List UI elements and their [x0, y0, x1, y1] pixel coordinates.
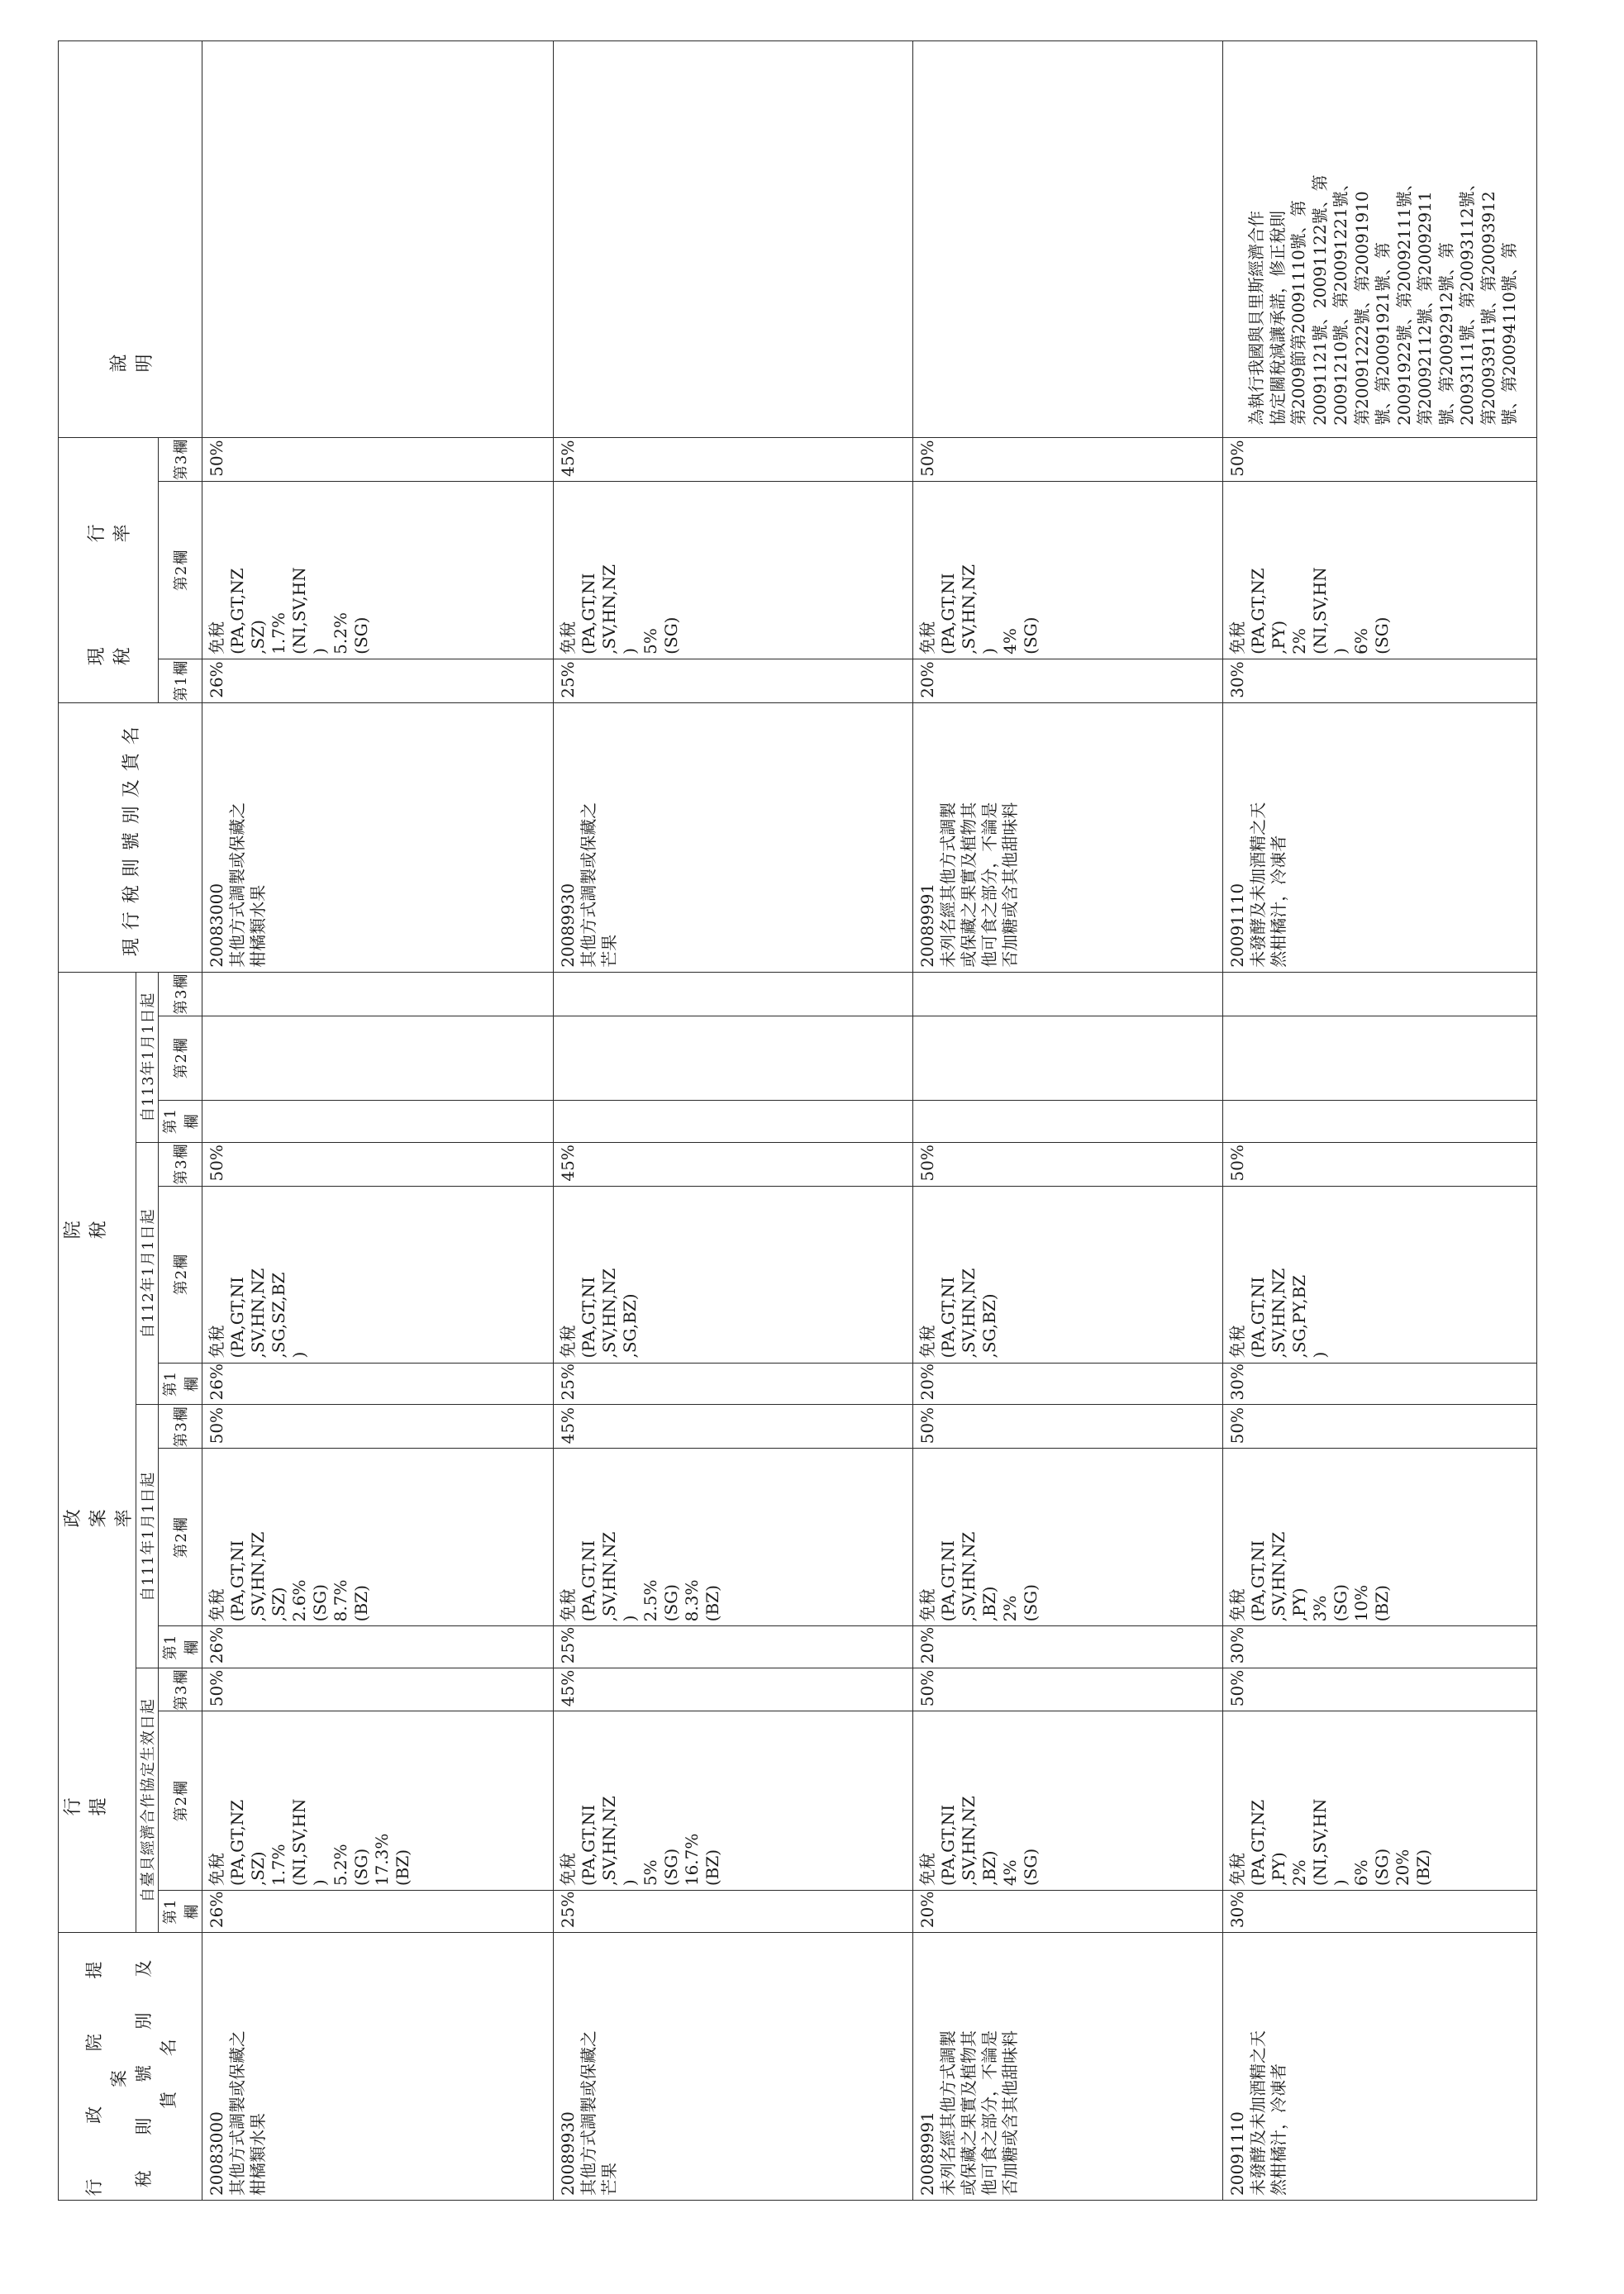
- item-line: 或保藏之果實及植物其: [959, 802, 979, 968]
- item-line: 或保藏之果實及植物其: [959, 2030, 979, 2196]
- rate-col2: [913, 1449, 1223, 1626]
- rate-line: (SG): [1021, 1848, 1041, 1887]
- rate-line: 2%: [1289, 628, 1309, 654]
- rate-line: 免稅: [1227, 1325, 1247, 1359]
- rate-col1: 26%: [202, 1891, 554, 1933]
- item-line: 其他方式調製或保藏之: [227, 2030, 247, 2196]
- empty-rate-cell: [554, 1100, 913, 1142]
- rate-line: ): [620, 1879, 640, 1887]
- rate-line: 免稅: [558, 1853, 578, 1887]
- rate-line: (NI,SV,HN: [289, 1798, 309, 1887]
- rate-col1: 30%: [1223, 1626, 1537, 1668]
- column-label-3: 第3欄: [159, 1405, 202, 1449]
- note-line: 為執行我國與貝里斯經濟合作: [1246, 210, 1266, 426]
- item-line: 未發酵及未加酒精之天: [1248, 2030, 1268, 2196]
- current-rate-col2: [1223, 481, 1537, 659]
- empty-rate-cell: [913, 1100, 1223, 1142]
- rate-line: 免稅: [558, 1325, 578, 1359]
- rate-line: 免稅: [1227, 621, 1247, 654]
- current-item-cell: [913, 702, 1223, 972]
- item-cell: [554, 1933, 913, 2201]
- column-label-1: 第1欄: [159, 1626, 202, 1668]
- rate-line: 免稅: [917, 621, 937, 654]
- rate-line: 免稅: [207, 1325, 226, 1359]
- note-line: 第20092112號、第20092911: [1415, 191, 1435, 426]
- rate-line: ): [620, 1615, 640, 1622]
- rate-col3: 50%: [202, 1142, 554, 1186]
- rate-line: ,SV,HN,NZ: [959, 564, 979, 654]
- note-line: 第20091222號、第20091910: [1351, 191, 1372, 426]
- rate-col3: 50%: [1223, 1405, 1537, 1449]
- rate-line: ): [310, 648, 330, 654]
- period-header-2: 自111年1月1日起: [136, 1405, 159, 1668]
- rate-line: ): [310, 1879, 330, 1887]
- current-rate-col3: 50%: [1223, 437, 1537, 481]
- rate-line: ,SG,BZ): [979, 1293, 999, 1359]
- current-rate-col1: 30%: [1223, 659, 1537, 702]
- item-cell: [1223, 1933, 1537, 2201]
- rate-line: (PA,GT,NI: [579, 573, 598, 654]
- note-line: 20091210號、第20091221號、: [1331, 174, 1350, 426]
- rate-line: 免稅: [207, 1588, 226, 1622]
- item-line: 未列名經其他方式調製: [938, 2030, 958, 2196]
- rate-line: 5%: [641, 628, 660, 654]
- rate-line: 4%: [1000, 628, 1020, 654]
- rate-line: 6%: [1351, 1859, 1371, 1887]
- rate-line: ,SV,HN,NZ: [959, 1796, 979, 1887]
- rate-line: (PA,GT,NI: [579, 1277, 598, 1359]
- item-line: 未列名經其他方式調製: [938, 802, 958, 968]
- rate-line: ): [1331, 648, 1350, 654]
- empty-rate-cell: [1223, 1016, 1537, 1100]
- rate-line: ,SV,HN,NZ: [1269, 1531, 1288, 1622]
- note-line: 號、第20094110號、第: [1499, 242, 1519, 426]
- rate-line: ,SV,HN,NZ: [959, 1531, 979, 1622]
- item-line: 未發酵及未加酒精之天: [1248, 802, 1268, 968]
- rate-line: 2%: [1289, 1859, 1309, 1887]
- rate-col1: 25%: [554, 1363, 913, 1405]
- rate-line: ,SZ): [248, 1851, 268, 1887]
- current-rate-col2: [913, 481, 1223, 659]
- column-label-3: 第3欄: [159, 437, 202, 481]
- rate-line: (SG): [1372, 616, 1392, 654]
- item-line: 芒果: [599, 934, 619, 968]
- current-item-cell: [554, 702, 913, 972]
- current-item-cell: [202, 702, 554, 972]
- rate-col1: 25%: [554, 1626, 913, 1668]
- rate-line: 免稅: [917, 1325, 937, 1359]
- rate-line: (PA,GT,NI: [1248, 1277, 1268, 1359]
- rate-col2: [554, 1186, 913, 1363]
- current-item-header: 現行稅則號別及貨名: [59, 702, 202, 972]
- item-line: 20089991: [917, 883, 937, 968]
- current-rate-col3: 50%: [202, 437, 554, 481]
- rate-line: (BZ): [393, 1849, 412, 1887]
- rate-line: 1.7%: [269, 1844, 288, 1887]
- rate-line: ,SG,PY,BZ: [1289, 1274, 1309, 1359]
- column-label-3: 第3欄: [159, 1142, 202, 1186]
- rate-line: ,SV,HN,NZ: [248, 1268, 268, 1359]
- empty-rate-cell: [554, 972, 913, 1016]
- item-line: 其他方式調製或保藏之: [579, 802, 598, 968]
- rate-col3: 50%: [202, 1668, 554, 1711]
- empty-rate-cell: [202, 972, 554, 1016]
- rate-line: ,SG,BZ): [620, 1293, 640, 1359]
- rate-col2: [202, 1711, 554, 1891]
- rate-line: ,SV,HN,NZ: [1269, 1268, 1288, 1359]
- rate-line: (SG): [1021, 1584, 1041, 1622]
- rate-col2: [913, 1186, 1223, 1363]
- rate-line: (SG): [661, 1848, 681, 1887]
- rate-line: 免稅: [558, 1588, 578, 1622]
- rate-col1: 30%: [1223, 1363, 1537, 1405]
- rate-col3: 50%: [913, 1405, 1223, 1449]
- rate-line: 2.5%: [641, 1579, 660, 1622]
- rate-line: 10%: [1351, 1584, 1371, 1622]
- column-label-2: 第2欄: [159, 481, 202, 659]
- rate-line: 免稅: [917, 1853, 937, 1887]
- rate-line: 2%: [1000, 1595, 1020, 1622]
- empty-rate-cell: [1223, 972, 1537, 1016]
- table-row: [202, 41, 554, 2201]
- column-label-1: 第1欄: [159, 659, 202, 702]
- rate-col3: 50%: [1223, 1668, 1537, 1711]
- rate-line: 免稅: [917, 1588, 937, 1622]
- item-cell: [913, 1933, 1223, 2201]
- rate-line: (SG): [1372, 1848, 1392, 1887]
- item-line: 然柑橘汁，冷凍者: [1269, 2063, 1288, 2196]
- rate-line: ,BZ): [979, 1850, 999, 1887]
- rate-line: ,BZ): [979, 1586, 999, 1622]
- table-row: [554, 41, 913, 2201]
- empty-rate-cell: [202, 1100, 554, 1142]
- rate-line: (BZ): [702, 1585, 722, 1622]
- rate-line: 3%: [1310, 1595, 1330, 1622]
- rate-col1: 30%: [1223, 1891, 1537, 1933]
- rate-line: 8.7%: [331, 1579, 350, 1622]
- note-line: 20093111號、第20093112號、: [1457, 174, 1477, 426]
- rate-col3: 45%: [554, 1405, 913, 1449]
- current-item-cell: [1223, 702, 1537, 972]
- note-line: 號、第20091921號、第: [1373, 242, 1393, 426]
- note-line: 20091922號、第20092111號、: [1393, 174, 1414, 426]
- notes-cell: [554, 41, 913, 438]
- item-line: 20083000: [207, 883, 226, 968]
- item-line: 20083000: [207, 2111, 226, 2196]
- column-label-3: 第3欄: [159, 972, 202, 1016]
- rate-line: ,SZ): [269, 1587, 288, 1622]
- rate-line: 4%: [1000, 1859, 1020, 1887]
- empty-rate-cell: [554, 1016, 913, 1100]
- rate-line: ,SV,HN,NZ: [599, 1796, 619, 1887]
- item-header-cell: [59, 1933, 202, 2201]
- rate-line: 17.3%: [372, 1833, 392, 1887]
- rate-col3: 50%: [1223, 1142, 1537, 1186]
- empty-rate-cell: [913, 972, 1223, 1016]
- column-label-3: 第3欄: [159, 1668, 202, 1711]
- rate-line: 5%: [641, 1859, 660, 1887]
- rate-col1: 26%: [202, 1626, 554, 1668]
- column-label-1: 第1欄: [159, 1100, 202, 1142]
- item-line: 20089991: [917, 2111, 937, 2196]
- period-header-3: 自112年1月1日起: [136, 1142, 159, 1405]
- proposal-header: 行 政 院 提 案 稅 率: [59, 972, 136, 1932]
- rate-line: ,PY): [1289, 1587, 1309, 1622]
- rate-line: (PA,GT,NI: [938, 1804, 958, 1887]
- rate-line: 5.2%: [331, 1844, 350, 1887]
- note-line: 20091121號、20091122號、第: [1309, 174, 1330, 426]
- item-header-subtitle: 稅 則 號 別 及 貨 名: [133, 1944, 179, 2188]
- rate-line: 免稅: [1227, 1588, 1247, 1622]
- rate-line: 6%: [1351, 628, 1371, 654]
- rate-line: (SG): [1021, 616, 1041, 654]
- item-line: 否加糖或含其他甜味料: [1000, 2030, 1020, 2196]
- item-line: 20091110: [1227, 883, 1247, 968]
- rate-line: (BZ): [1413, 1849, 1433, 1887]
- empty-rate-cell: [202, 1016, 554, 1100]
- period-header-4: 自113年1月1日起: [136, 972, 159, 1142]
- rate-col2: [1223, 1449, 1537, 1626]
- rate-line: (PA,GT,NZ: [227, 568, 247, 654]
- rate-col2: [554, 1711, 913, 1891]
- rate-line: (PA,GT,NI: [579, 1540, 598, 1622]
- rate-line: (PA,GT,NI: [227, 1277, 247, 1359]
- rate-line: 8.3%: [682, 1579, 702, 1622]
- rate-col2: [554, 1449, 913, 1626]
- note-line: 號、第20092912號、第: [1436, 242, 1456, 426]
- rate-col1: 26%: [202, 1363, 554, 1405]
- rate-col3: 50%: [202, 1405, 554, 1449]
- rate-line: 16.7%: [682, 1833, 702, 1887]
- current-rate-col3: 45%: [554, 437, 913, 481]
- item-line: 20089930: [558, 2111, 578, 2196]
- item-line: 20089930: [558, 883, 578, 968]
- rate-col2: [1223, 1711, 1537, 1891]
- item-line: 否加糖或含其他甜味料: [1000, 802, 1020, 968]
- rate-line: 20%: [1393, 1849, 1412, 1887]
- item-line: 他可食之部分，不論是: [979, 2030, 999, 2196]
- rate-col1: 25%: [554, 1891, 913, 1933]
- item-line: 芒果: [599, 2163, 619, 2196]
- current-rate-col3: 50%: [913, 437, 1223, 481]
- rate-line: 免稅: [1227, 1853, 1247, 1887]
- rate-line: ): [1331, 1879, 1350, 1887]
- rate-line: ): [1310, 1351, 1330, 1359]
- notes-header: 說 明: [59, 41, 202, 438]
- item-line: 柑橘類水果: [248, 884, 268, 968]
- rate-col3: 45%: [554, 1668, 913, 1711]
- notes-cell: [913, 41, 1223, 438]
- current-rate-col2: [202, 481, 554, 659]
- rate-line: (SG): [1331, 1584, 1350, 1622]
- rate-line: (PA,GT,NI: [579, 1804, 598, 1887]
- rate-line: ,SV,HN,NZ: [599, 1268, 619, 1359]
- rate-line: ,SV,HN,NZ: [248, 1531, 268, 1622]
- rate-line: (PA,GT,NI: [1248, 1540, 1268, 1622]
- rate-line: (PA,GT,NZ: [1248, 1799, 1268, 1887]
- column-label-1: 第1欄: [159, 1891, 202, 1933]
- rate-col2: [202, 1449, 554, 1626]
- table-row: [1223, 41, 1537, 2201]
- notes-cell: [1223, 41, 1537, 438]
- rate-col3: 50%: [913, 1668, 1223, 1711]
- rate-line: (PA,GT,NI: [938, 1277, 958, 1359]
- rate-line: ): [289, 1351, 309, 1359]
- table-row: [913, 41, 1223, 2201]
- rate-line: (NI,SV,HN: [1310, 567, 1330, 654]
- rate-line: (NI,SV,HN: [289, 567, 309, 654]
- rate-line: 1.7%: [269, 612, 288, 654]
- rate-line: 免稅: [207, 1853, 226, 1887]
- period-header-1: 自臺貝經濟合作協定生效日起: [136, 1668, 159, 1933]
- column-label-2: 第2欄: [159, 1186, 202, 1363]
- rate-col2: [913, 1711, 1223, 1891]
- rate-line: ,SV,HN,NZ: [599, 1531, 619, 1622]
- rate-line: 5.2%: [331, 612, 350, 654]
- rate-line: (SG): [351, 616, 371, 654]
- current-rate-header: 現 行 稅 率: [59, 437, 159, 702]
- rate-line: (PA,GT,NZ: [227, 1799, 247, 1887]
- rate-col3: 45%: [554, 1142, 913, 1186]
- empty-rate-cell: [913, 1016, 1223, 1100]
- rate-line: (SG): [661, 616, 681, 654]
- rate-line: ,SV,HN,NZ: [599, 564, 619, 654]
- item-line: 他可食之部分，不論是: [979, 802, 999, 968]
- rate-col2: [202, 1186, 554, 1363]
- note-line: 第20093911號、第20093912: [1478, 191, 1498, 426]
- item-header-title: 行 政 院 提 案: [83, 1936, 129, 2196]
- note-line: 協定關稅減讓承諾，修正稅則: [1267, 210, 1288, 426]
- rate-col1: 20%: [913, 1891, 1223, 1933]
- item-line: 其他方式調製或保藏之: [227, 802, 247, 968]
- rate-line: (BZ): [351, 1585, 371, 1622]
- rate-line: (PA,GT,NZ: [1248, 568, 1268, 654]
- column-label-2: 第2欄: [159, 1711, 202, 1891]
- rate-line: ,PY): [1269, 620, 1288, 654]
- rate-line: (SG): [661, 1584, 681, 1622]
- item-cell: [202, 1933, 554, 2201]
- current-rate-col1: 26%: [202, 659, 554, 702]
- note-line: 第2009節第20091110號、第: [1288, 200, 1308, 426]
- rate-line: (PA,GT,NI: [227, 1540, 247, 1622]
- rate-col3: 50%: [913, 1142, 1223, 1186]
- rate-line: (PA,GT,NI: [938, 573, 958, 654]
- item-line: 20091110: [1227, 2111, 1247, 2196]
- rate-line: ,SV,HN,NZ: [959, 1268, 979, 1359]
- rate-line: (PA,GT,NI: [938, 1540, 958, 1622]
- rate-line: ,PY): [1269, 1852, 1288, 1887]
- item-line: 然柑橘汁，冷凍者: [1269, 835, 1288, 968]
- rate-col1: 20%: [913, 1363, 1223, 1405]
- rate-line: 免稅: [558, 621, 578, 654]
- rate-line: 2.6%: [289, 1579, 309, 1622]
- tariff-table: [58, 40, 1537, 2201]
- rate-line: (SG): [351, 1848, 371, 1887]
- notes-cell: [202, 41, 554, 438]
- rate-line: (NI,SV,HN: [1310, 1798, 1330, 1887]
- current-rate-col2: [554, 481, 913, 659]
- empty-rate-cell: [1223, 1100, 1537, 1142]
- rate-line: ): [979, 648, 999, 654]
- item-line: 柑橘類水果: [248, 2113, 268, 2196]
- column-label-2: 第2欄: [159, 1449, 202, 1626]
- current-rate-col1: 20%: [913, 659, 1223, 702]
- current-rate-col1: 25%: [554, 659, 913, 702]
- rate-line: ): [620, 648, 640, 654]
- rate-line: 免稅: [207, 621, 226, 654]
- rate-col2: [1223, 1186, 1537, 1363]
- column-label-1: 第1欄: [159, 1363, 202, 1405]
- rate-line: (BZ): [702, 1849, 722, 1887]
- rate-line: ,SG,SZ,BZ: [269, 1272, 288, 1359]
- item-line: 其他方式調製或保藏之: [579, 2030, 598, 2196]
- rate-line: (BZ): [1372, 1585, 1392, 1622]
- rate-line: (SG): [310, 1584, 330, 1622]
- column-label-2: 第2欄: [159, 1016, 202, 1100]
- rate-col1: 20%: [913, 1626, 1223, 1668]
- rate-line: ,SZ): [248, 620, 268, 654]
